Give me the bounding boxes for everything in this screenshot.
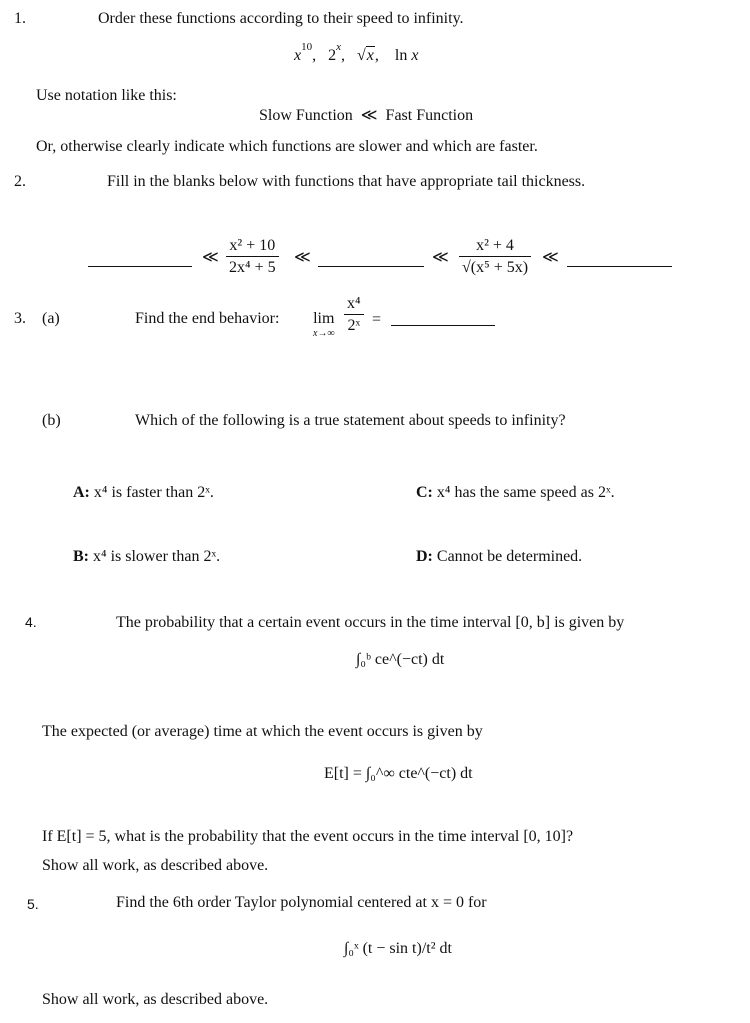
q3-a-equals: = [372, 311, 382, 328]
q4-integral-1: ∫₀ᵇ ce^(−ct) dt [356, 651, 445, 668]
option-c-letter: C: [416, 484, 433, 501]
option-a[interactable] [73, 485, 214, 501]
q1-instruction: Or, otherwise clearly indicate which functions are slower and which are faster. [36, 138, 538, 155]
q2-rel-2: ≪ [294, 249, 311, 266]
q3-part-a: (a) [42, 310, 60, 327]
q3-a-prompt: Find the end behavior: [135, 310, 280, 327]
q3-frac-den: 2ˣ [347, 317, 361, 334]
q5-integral: ∫₀ˣ (t − sin t)/t² dt [344, 940, 452, 957]
q4-question: If E[t] = 5, what is the probability that the event occurs in the time interval [0, 10]? [42, 828, 574, 845]
q1-number: 1. [14, 10, 26, 27]
q2-rel-4: ≪ [542, 249, 559, 266]
frac2-den: √(x⁵ + 5x) [462, 259, 529, 276]
q3-b-prompt: Which of the following is a true statement about speeds to infinity? [135, 412, 566, 429]
q3-part-b: (b) [42, 412, 61, 429]
frac2-num: x² + 4 [459, 238, 531, 257]
q3-frac-num: x⁴ [344, 296, 364, 315]
frac1-den: 2x⁴ + 5 [229, 259, 276, 276]
notation-slow: Slow Function [259, 107, 353, 124]
q2-number: 2. [14, 173, 26, 190]
option-d-letter: D: [416, 548, 433, 565]
lim-subscript: x→∞ [313, 328, 335, 339]
notation-fast: Fast Function [385, 107, 474, 124]
option-b[interactable] [73, 549, 220, 565]
q2-fraction-1 [226, 238, 279, 276]
option-a-letter: A: [73, 484, 90, 501]
option-c-text: x⁴ has the same speed as 2ˣ. [436, 484, 615, 501]
frac1-num: x² + 10 [226, 238, 279, 257]
q1-functions: $x^{10}$, 2$^x$, √x, ln x [294, 41, 419, 64]
q3-limit [313, 311, 335, 339]
q2-rel-1: ≪ [202, 249, 219, 266]
q4-prompt: The probability that a certain event occurs in the time interval [0, b] is given by [116, 614, 625, 631]
q2-prompt: Fill in the blanks below with functions that have appropriate tail thickness. [107, 173, 586, 190]
q2-blank-1[interactable] [88, 266, 192, 267]
option-b-text: x⁴ is slower than 2ˣ. [93, 548, 221, 565]
q3-a-fraction [344, 296, 364, 334]
option-d[interactable] [416, 549, 582, 565]
q2-blank-2[interactable] [318, 266, 424, 267]
option-d-text: Cannot be determined. [436, 548, 583, 565]
option-c[interactable] [416, 485, 615, 501]
q4-integral-2: E[t] = ∫₀^∞ cte^(−ct) dt [324, 765, 473, 782]
q5-prompt: Find the 6th order Taylor polynomial centered at x = 0 for [116, 894, 487, 911]
q3-number: 3. [14, 310, 26, 327]
option-b-letter: B: [73, 548, 89, 565]
q2-rel-3: ≪ [432, 249, 449, 266]
q4-show-work: Show all work, as described above. [42, 857, 269, 874]
q1-notation-example [259, 108, 473, 124]
q5-number: 5. [27, 896, 39, 912]
q1-prompt: Order these functions according to their speed to infinity. [98, 10, 464, 27]
q4-expected-text: The expected (or average) time at which the event occurs is given by [42, 723, 483, 740]
q1-notation-intro: Use notation like this: [36, 87, 177, 104]
q5-show-work: Show all work, as described above. [42, 991, 269, 1008]
q4-number: 4. [25, 614, 37, 630]
q2-blank-3[interactable] [567, 266, 672, 267]
lim-word: lim [313, 310, 335, 327]
notation-rel: ≪ [360, 107, 378, 124]
q3-a-answer-blank[interactable] [391, 325, 495, 326]
option-a-text: x⁴ is faster than 2ˣ. [93, 484, 214, 501]
q2-fraction-2 [459, 238, 531, 276]
